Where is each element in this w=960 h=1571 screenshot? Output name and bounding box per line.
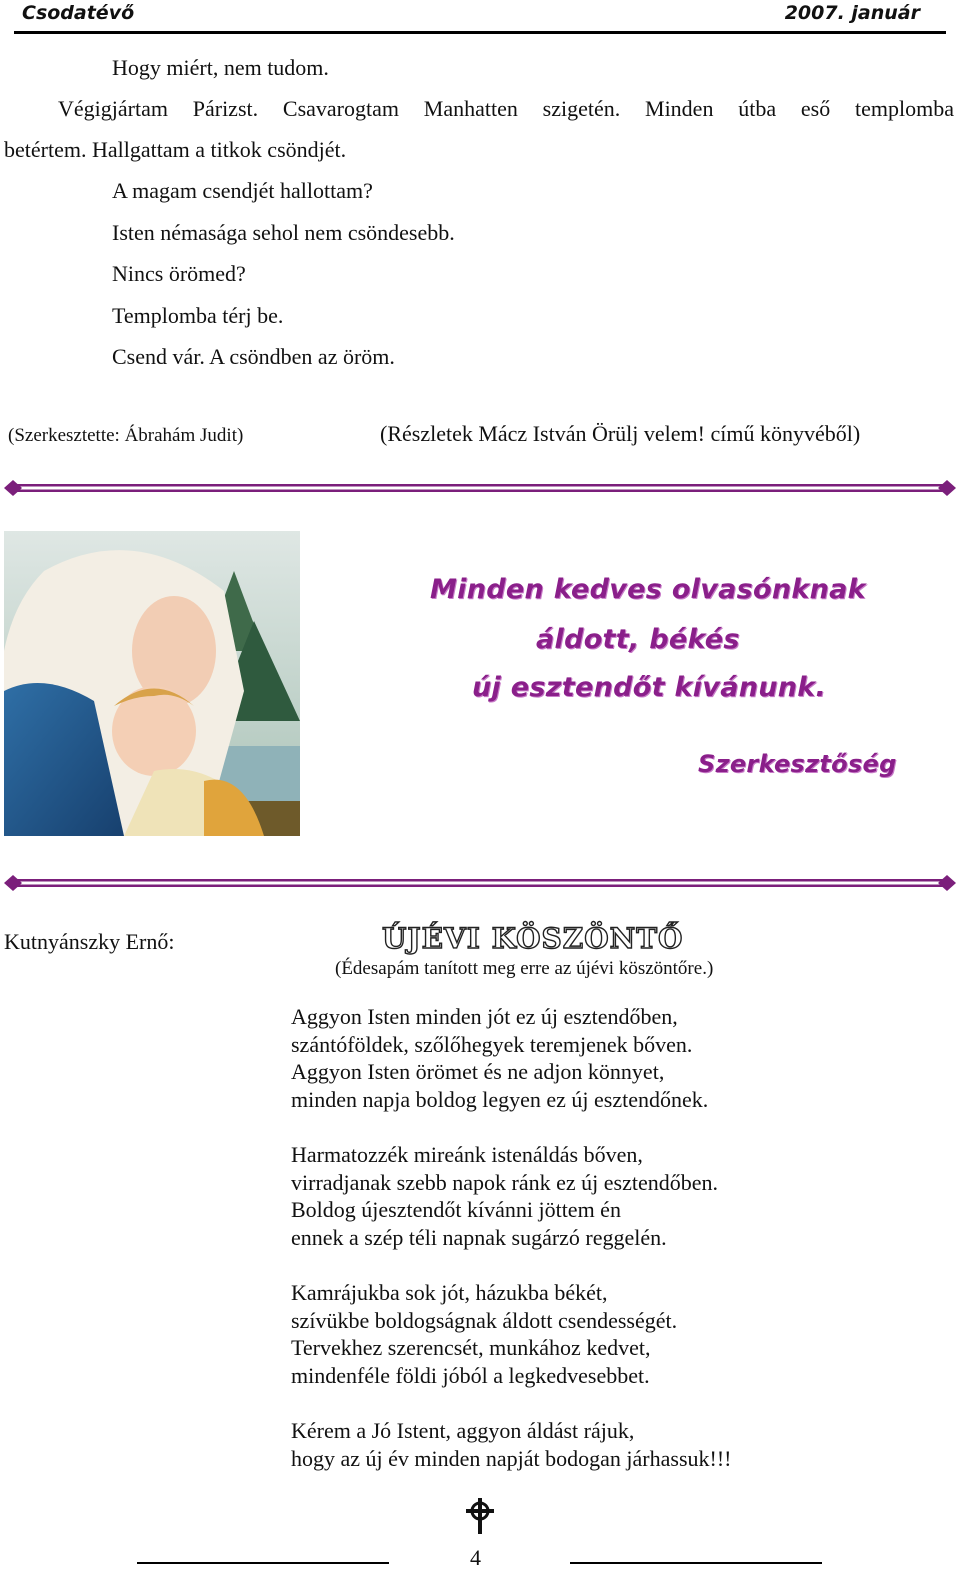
page-header	[14, 0, 946, 34]
magazine-title: Csodatévő	[22, 2, 135, 24]
poem-line: virradjanak szebb napok ránk ez új esztendőben.	[291, 1169, 718, 1195]
poem-line: Boldog újesztendőt kívánni jöttem én	[291, 1197, 621, 1222]
footer-rule-left	[137, 1562, 389, 1564]
intro-line-6: Templomba térj be.	[112, 303, 284, 328]
poem-line: Aggyon Isten örömet és ne adjon könnyet,	[291, 1059, 665, 1084]
poem-line: szívükbe boldogságnak áldott csendességét.	[291, 1307, 678, 1333]
poem-stanza-1	[291, 1003, 708, 1113]
intro-line-7: Csend vár. A csöndben az öröm.	[112, 344, 395, 369]
footer-rule-right	[570, 1562, 822, 1564]
poem-stanza-2	[291, 1141, 718, 1251]
poem-line: Kérem a Jó Istent, aggyon áldást rájuk,	[291, 1418, 635, 1443]
issue-date: 2007. január	[784, 2, 920, 24]
poem-line: szántóföldek, szőlőhegyek teremjenek bőven.	[291, 1031, 693, 1057]
poem-line: minden napja boldog legyen ez új esztendőnek.	[291, 1086, 709, 1112]
greeting-signature: Szerkesztőség	[698, 750, 897, 778]
intro-line-5: Nincs örömed?	[112, 261, 246, 286]
decorative-divider	[4, 478, 956, 498]
source-credit: (Részletek Mácz István Örülj velem! című könyvéből)	[380, 421, 861, 446]
poem-title: ÚJÉVI KÖSZÖNTŐ	[382, 922, 684, 955]
greeting-line-1: Minden kedves olvasónknak	[430, 574, 866, 605]
greeting-line-2: áldott, békés	[536, 624, 740, 655]
poem-stanza-4	[291, 1417, 731, 1472]
intro-paragraph-line-a: Végigjártam Párizst. Csavarogtam Manhatten szigetén. Minden útba eső templomba	[58, 96, 954, 121]
header-rule	[14, 31, 946, 34]
poem-author: Kutnyánszky Ernő:	[4, 929, 175, 954]
poem-subtitle: (Édesapám tanított meg erre az újévi köszöntőre.)	[335, 958, 714, 979]
poem-line: ennek a szép téli napnak sugárzó reggelén.	[291, 1224, 667, 1250]
intro-line-4: Isten némasága sehol nem csöndesebb.	[112, 220, 455, 245]
intro-line-1: Hogy miért, nem tudom.	[112, 55, 329, 80]
poem-line: Tervekhez szerencsét, munkához kedvet,	[291, 1335, 651, 1360]
greeting-line-3: új esztendőt kívánunk.	[472, 672, 827, 703]
poem-line: Aggyon Isten minden jót ez új esztendőben,	[291, 1004, 678, 1029]
celtic-cross-icon	[466, 1498, 494, 1534]
decorative-divider	[4, 873, 956, 893]
poem-line: mindenféle földi jóból a legkedvesebbet.	[291, 1362, 650, 1388]
poem-line: Harmatozzék mireánk istenáldás bőven,	[291, 1142, 643, 1167]
poem-line: hogy az új év minden napját bodogan járhassuk!!!	[291, 1445, 732, 1471]
intro-paragraph-line-b: betértem. Hallgattam a titkok csöndjét.	[4, 137, 347, 162]
poem-line: Kamrájukba sok jót, házukba békét,	[291, 1280, 608, 1305]
page-number: 4	[470, 1545, 481, 1570]
poem-stanza-3	[291, 1279, 677, 1389]
intro-line-3: A magam csendjét hallottam?	[112, 178, 373, 203]
madonna-and-child-image	[4, 531, 300, 836]
editor-credit: (Szerkesztette: Ábrahám Judit)	[8, 425, 244, 446]
